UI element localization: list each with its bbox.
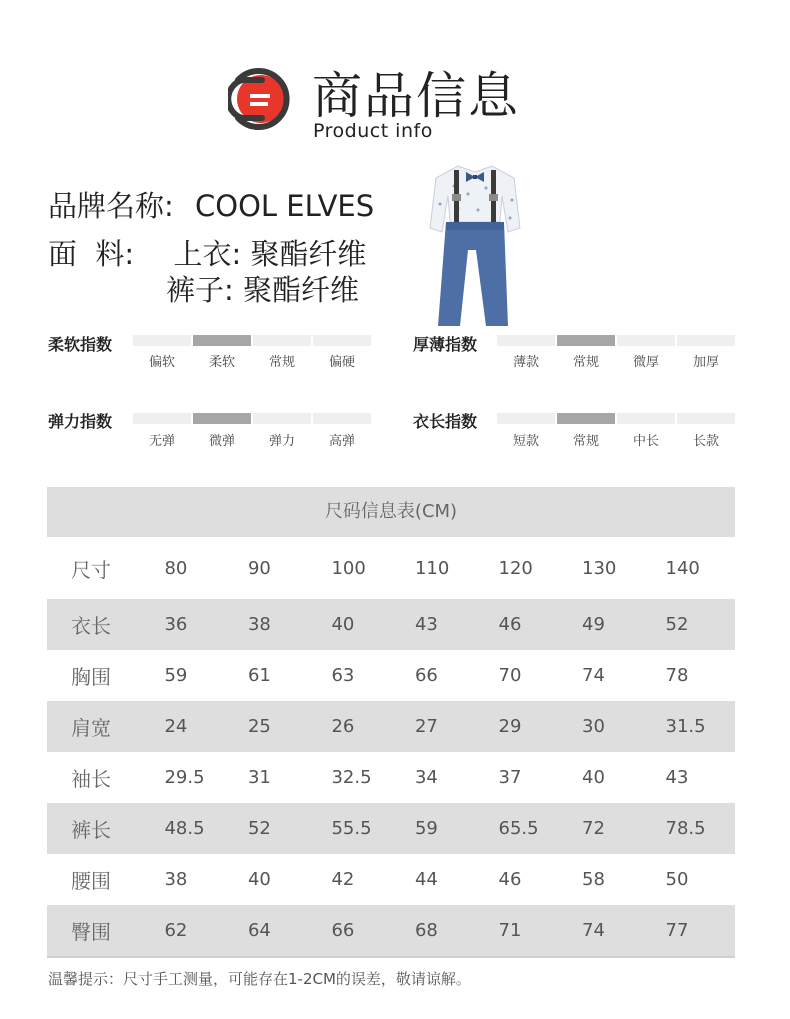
table-cell: 52 — [665, 614, 689, 635]
softness-options — [133, 351, 371, 370]
table-cell: 43 — [665, 767, 689, 788]
thickness-option: 常规 — [572, 355, 599, 370]
table-cell: 66 — [414, 665, 438, 686]
table-cell: 26 — [331, 716, 355, 737]
softness-option: 偏软 — [148, 355, 175, 370]
thickness-option: 加厚 — [692, 355, 719, 370]
table-cell: 24 — [164, 716, 188, 737]
length-option: 长款 — [692, 434, 719, 449]
table-row-label: 臀围 — [71, 920, 111, 944]
table-cell: 62 — [164, 920, 188, 941]
table-cell: 74 — [582, 665, 605, 686]
elasticity-option: 弹力 — [268, 434, 295, 449]
table-cell: 31.5 — [665, 716, 706, 737]
size-table-body — [47, 537, 735, 956]
table-cell: 38 — [247, 614, 271, 635]
length-option: 常规 — [572, 434, 599, 449]
table-cell: 40 — [331, 614, 355, 635]
table-row-label: 胸围 — [71, 665, 111, 689]
table-cell: 64 — [247, 920, 271, 941]
table-cell: 27 — [414, 716, 438, 737]
softness-index-label: 柔软指数 — [48, 335, 113, 354]
table-cell: 36 — [164, 614, 188, 635]
thickness-option: 微厚 — [632, 355, 659, 370]
table-cell: 31 — [247, 767, 271, 788]
thickness-segment-3 — [617, 335, 675, 346]
elasticity-segment-1 — [133, 413, 191, 424]
table-cell: 32.5 — [331, 767, 372, 788]
table-cell: 49 — [582, 614, 605, 635]
brand-line — [48, 184, 374, 225]
length-index-label: 衣长指数 — [413, 412, 478, 431]
elasticity-segment-2 — [193, 413, 251, 424]
size-table-title: 尺码信息表(CM) — [47, 487, 735, 537]
table-row-label: 腰围 — [71, 869, 111, 893]
table-row — [47, 537, 735, 599]
softness-option: 柔软 — [208, 355, 235, 370]
table-cell: 110 — [414, 557, 450, 579]
length-options — [497, 430, 735, 449]
table-cell: 55.5 — [331, 818, 372, 839]
page-subtitle: Product info — [313, 120, 433, 142]
table-cell: 61 — [247, 665, 271, 686]
table-row-label: 肩宽 — [71, 716, 111, 740]
table-cell: 90 — [247, 557, 271, 579]
elasticity-segment-3 — [253, 413, 311, 424]
length-segment-3 — [617, 413, 675, 424]
length-segment-4 — [677, 413, 735, 424]
table-cell: 72 — [582, 818, 605, 839]
elasticity-segment-4 — [313, 413, 371, 424]
softness-segment-4 — [313, 335, 371, 346]
softness-segment-3 — [253, 335, 311, 346]
length-segment-2 — [557, 413, 615, 424]
elasticity-index-bar — [133, 413, 371, 424]
table-cell: 52 — [247, 818, 271, 839]
length-option: 短款 — [512, 434, 539, 449]
table-cell: 140 — [665, 557, 700, 579]
table-row-label: 尺寸 — [71, 557, 111, 582]
table-cell: 74 — [582, 920, 605, 941]
elasticity-option: 微弹 — [208, 434, 235, 449]
table-cell: 63 — [331, 665, 355, 686]
elasticity-options — [133, 430, 371, 449]
table-row — [47, 752, 735, 803]
table-cell: 44 — [414, 869, 438, 890]
length-option: 中长 — [632, 434, 659, 449]
thickness-segment-4 — [677, 335, 735, 346]
thickness-segment-1 — [497, 335, 555, 346]
table-cell: 58 — [582, 869, 605, 890]
table-cell: 40 — [582, 767, 605, 788]
table-cell: 70 — [498, 665, 522, 686]
brand-label: 品牌名称: — [48, 189, 174, 223]
brand-value: COOL ELVES — [195, 189, 375, 223]
table-cell: 130 — [582, 557, 617, 579]
material-top: 上衣: 聚酯纤维 — [173, 237, 367, 271]
elasticity-index-label: 弹力指数 — [48, 412, 113, 431]
table-cell: 50 — [665, 869, 689, 890]
softness-option: 偏硬 — [328, 355, 355, 370]
elasticity-option: 无弹 — [148, 434, 175, 449]
table-cell: 34 — [414, 767, 438, 788]
softness-segment-1 — [133, 335, 191, 346]
table-cell: 68 — [414, 920, 438, 941]
table-cell: 37 — [498, 767, 522, 788]
material-pants: 裤子: 聚酯纤维 — [166, 273, 359, 307]
table-cell: 66 — [331, 920, 355, 941]
size-table — [47, 487, 735, 958]
thickness-options — [497, 351, 735, 370]
table-cell: 78.5 — [665, 818, 706, 839]
table-row — [47, 650, 735, 701]
table-row-label: 袖长 — [71, 767, 111, 791]
table-cell: 80 — [164, 557, 188, 579]
table-cell: 43 — [414, 614, 438, 635]
length-segment-1 — [497, 413, 555, 424]
measurement-note: 温馨提示：尺寸手工测量，可能存在1-2CM的误差，敬请谅解。 — [48, 970, 471, 988]
table-cell: 48.5 — [164, 818, 205, 839]
thickness-option: 薄款 — [512, 355, 539, 370]
table-cell: 77 — [665, 920, 689, 941]
thickness-segment-2 — [557, 335, 615, 346]
table-row — [47, 854, 735, 905]
softness-segment-2 — [193, 335, 251, 346]
table-cell: 42 — [331, 869, 355, 890]
table-cell: 29.5 — [164, 767, 205, 788]
table-row — [47, 803, 735, 854]
page-title: 商品信息 — [312, 67, 520, 125]
table-row — [47, 701, 735, 752]
table-cell: 46 — [498, 869, 522, 890]
softness-option: 常规 — [268, 355, 295, 370]
elasticity-option: 高弹 — [328, 434, 355, 449]
table-cell: 30 — [582, 716, 605, 737]
table-cell: 29 — [498, 716, 522, 737]
table-divider — [47, 956, 735, 958]
table-cell: 40 — [247, 869, 271, 890]
length-index-bar — [497, 413, 735, 424]
table-row — [47, 599, 735, 650]
thickness-index-bar — [497, 335, 735, 346]
table-cell: 65.5 — [498, 818, 539, 839]
table-cell: 78 — [665, 665, 689, 686]
material-label: 面 料: — [48, 237, 135, 271]
table-row — [47, 905, 735, 956]
table-row-label: 裤长 — [71, 818, 111, 842]
product-outfit-icon — [428, 160, 522, 330]
table-cell: 71 — [498, 920, 522, 941]
table-cell: 59 — [414, 818, 438, 839]
table-cell: 38 — [164, 869, 188, 890]
thickness-index-label: 厚薄指数 — [413, 335, 478, 354]
table-cell: 46 — [498, 614, 522, 635]
table-cell: 120 — [498, 557, 533, 579]
brand-logo-icon — [228, 66, 294, 132]
softness-index-bar — [133, 335, 371, 346]
table-cell: 59 — [164, 665, 188, 686]
table-cell: 25 — [247, 716, 271, 737]
table-row-label: 衣长 — [71, 614, 111, 638]
material-line — [48, 232, 366, 273]
table-cell: 100 — [331, 557, 366, 579]
